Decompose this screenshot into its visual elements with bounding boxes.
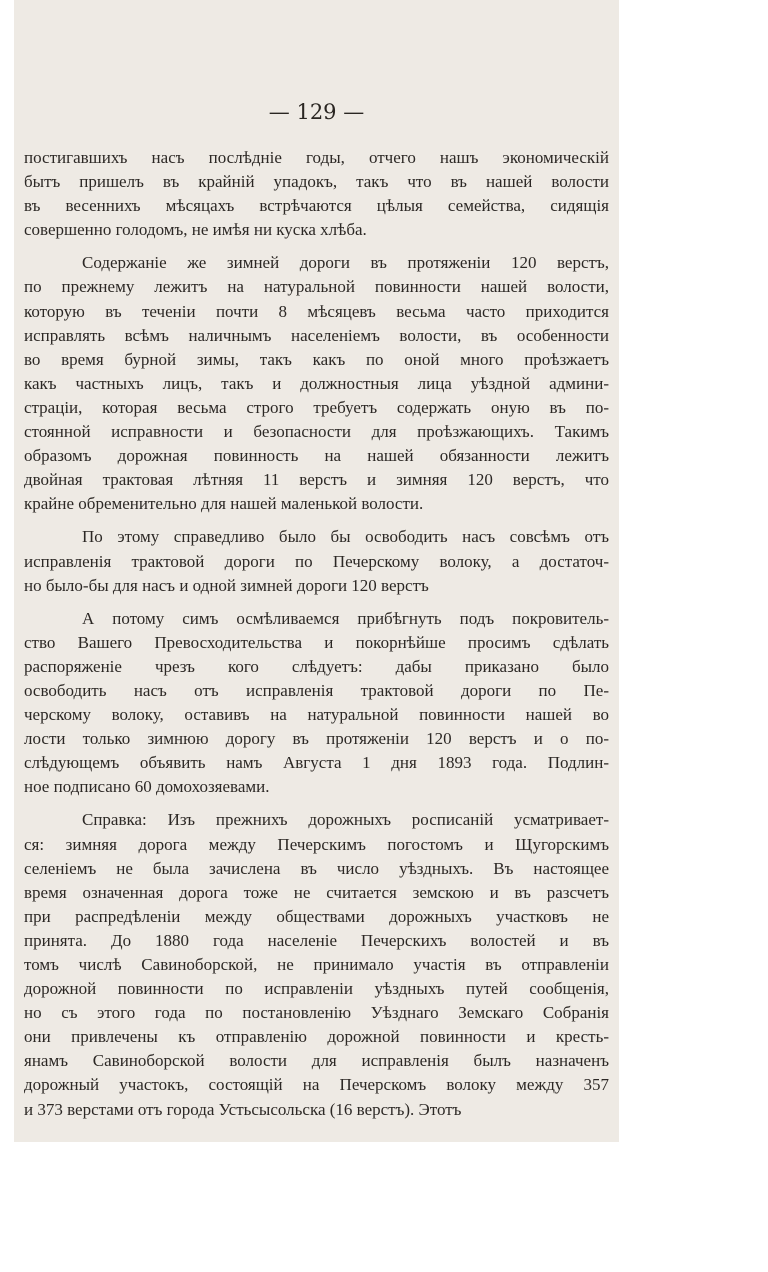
text-line: совершенно голодомъ, не имѣя ни куска хлѣба. <box>24 220 367 240</box>
text-line: Содержаніе же зимней дороги въ протяженіи 120 верстъ, <box>82 253 609 273</box>
text-line: во время бурной зимы, такъ какъ по оной много проѣзжаетъ <box>24 349 609 369</box>
text-line: постигавшихъ насъ послѣдніе годы, отчего нашъ экономическій <box>24 148 609 167</box>
text-line: дорожной повинности по исправленіи уѣздныхъ путей сообщенія, <box>24 979 609 999</box>
paragraph-gap <box>24 242 609 251</box>
text-line: бытъ пришелъ въ крайній упадокъ, такъ что въ нашей волости <box>24 172 609 192</box>
text-line: принята. До 1880 года населеніе Печерскихъ волостей и въ <box>24 930 609 950</box>
paragraph-p2 <box>24 251 609 516</box>
paragraph-gap <box>24 598 609 607</box>
text-line: но съ этого года по постановленію Уѣзднаго Земскаго Собранія <box>24 1003 609 1023</box>
text-line: ное подписано 60 домохозяевами. <box>24 777 270 797</box>
text-line: но было-бы для насъ и одной зимней дороги 120 верстъ <box>24 575 429 595</box>
text-line: по прежнему лежитъ на натуральной повинности нашей волости, <box>24 277 609 297</box>
paragraph-p5 <box>24 808 609 1121</box>
text-line: распоряженіе чрезъ кого слѣдуетъ: дабы приказано было <box>24 656 609 676</box>
text-line: освободить насъ отъ исправленія трактовой дороги по Пе- <box>24 680 609 700</box>
text-line: черскому волоку, оставивъ на натуральной повинности нашей во <box>24 705 609 725</box>
text-line: двойная трактовая лѣтняя 11 верстъ и зимняя 120 верстъ, что <box>24 470 609 490</box>
paragraph-p1 <box>24 146 609 242</box>
scanned-book-page <box>14 0 619 1142</box>
paragraph-gap <box>24 799 609 808</box>
text-line: страціи, которая весьма строго требуетъ содержать оную въ по- <box>24 397 609 417</box>
text-line: слѣдующемъ объявить намъ Августа 1 дня 1893 года. Подлин- <box>24 753 609 773</box>
text-line: Справка: Изъ прежнихъ дорожныхъ росписаній усматривает- <box>82 810 609 830</box>
text-line: ся: зимняя дорога между Печерскимъ погостомъ и Щугорскимъ <box>24 834 609 854</box>
text-line: исправлять всѣмъ наличнымъ населеніемъ волости, въ особенности <box>24 325 609 345</box>
text-line: селеніемъ не была зачислена въ число уѣздныхъ. Въ настоящее <box>24 858 609 878</box>
text-line: въ весеннихъ мѣсяцахъ встрѣчаются цѣлыя семейства, сидящія <box>24 196 609 216</box>
text-line: дорожный участокъ, состоящій на Печерскомъ волоку между 357 <box>24 1075 609 1095</box>
paragraph-p3 <box>24 525 609 597</box>
page-number: — 129 — <box>268 100 365 124</box>
text-line: По этому справедливо было бы освободить насъ совсѣмъ отъ <box>82 527 609 547</box>
text-line: и 373 верстами отъ города Устьсысольска (16 верстъ). Этотъ <box>24 1099 462 1119</box>
text-line: янамъ Савиноборской волости для исправленія былъ назначенъ <box>24 1051 609 1071</box>
page-text-body <box>24 146 609 1122</box>
text-line: какъ частныхъ лицъ, такъ и должностныя лица уѣздной админи- <box>24 373 609 393</box>
text-line: время означенная дорога тоже не считается земскою и въ разсчетъ <box>24 882 609 902</box>
text-line: крайне обременительно для нашей маленькой волости. <box>24 494 424 514</box>
text-line: при распредѣленіи между обществами дорожныхъ участковъ не <box>24 906 609 926</box>
text-line: образомъ дорожная повинность на нашей обязанности лежитъ <box>24 446 609 466</box>
paragraph-gap <box>24 516 609 525</box>
text-line: стоянной исправности и безопасности для проѣзжающихъ. Такимъ <box>24 422 609 442</box>
text-line: исправленія трактовой дороги по Печерскому волоку, а достаточ- <box>24 551 609 571</box>
text-line: ство Вашего Превосходительства и покорнѣйше просимъ сдѣлать <box>24 632 609 652</box>
text-line: лости только зимнюю дорогу въ протяженіи 120 верстъ и о по- <box>24 729 609 749</box>
text-line: А потому симъ осмѣливаемся прибѣгнуть подъ покровитель- <box>82 608 609 628</box>
text-line: томъ числѣ Савиноборской, не принимало участія въ отправленіи <box>24 955 609 974</box>
paragraph-p4 <box>24 607 609 800</box>
text-line: которую въ теченіи почти 8 мѣсяцевъ весьма часто приходится <box>24 301 609 321</box>
text-line: они привлечены къ отправленію дорожной повинности и кресть- <box>24 1027 609 1047</box>
